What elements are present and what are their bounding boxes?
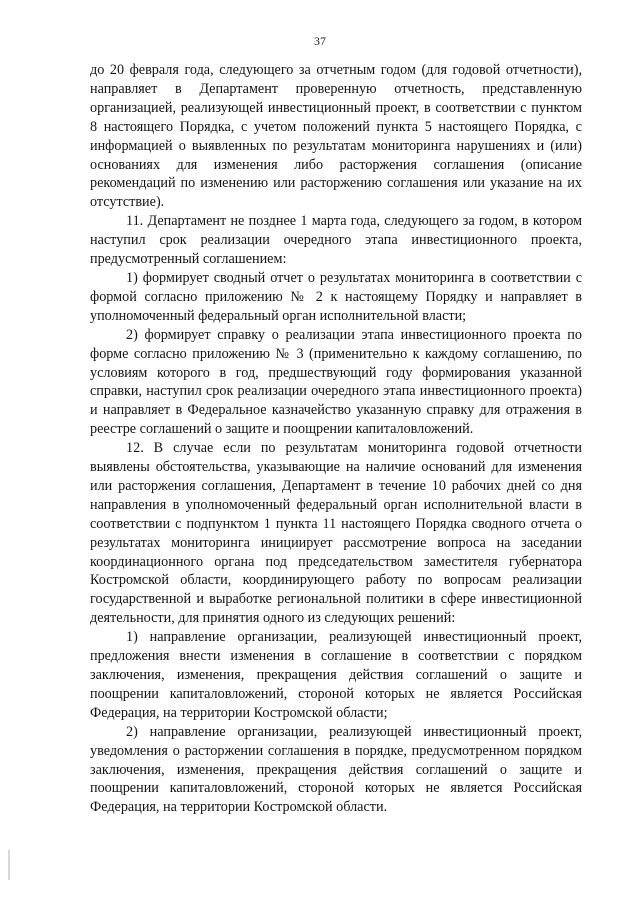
paragraph-continuation: до 20 февраля года, следующего за отчетным годом (для годовой отчетности), направляет в Департамент проверенную отчетность, представленную организацией, реализующей инвестиционный проект, в соответствии с пунктом 8 настоящего Порядка, с учетом положений пункта 5 настоящего Порядка, с информацией о выявленных по результатам мониторинга нарушениях и (или) основаниях для изменения либо расторжения соглашения (описание рекомендаций по изменению или расторжению соглашения или указание на их отсутствие). xyxy=(90,62,582,211)
paragraph-item-11-2: 2) формирует справку о реализации этапа инвестиционного проекта по форме согласно приложению № 3 (применительно к каждому соглашению, по условиям которого в год, предшествующий году формирования указанной справки, наступил срок реализации очередного этапа инвестиционного проекта) и направляет в Федеральное казначейство указанную справку для отражения в реестре соглашений о защите и поощрении капиталовложений. xyxy=(90,326,582,438)
paragraph-item-12: 12. В случае если по результатам мониторинга годовой отчетности выявлены обстоятельства, указывающие на наличие оснований для изменения или расторжения соглашения, Департамент в течение 10 рабочих дней со дня направления в уполномоченный федеральный орган исполнительной власти в соответствии с подпунктом 1 пункта 11 настоящего Порядка сводного отчета о результатах мониторинга инициирует рассмотрение вопроса на заседании координационного органа под председательством заместителя губернатора Костромской области, координирующего работу по вопросам реализации государственной и выработке региональной политики в сфере инвестиционной деятельности, для принятия одного из следующих решений: xyxy=(90,440,582,627)
scan-edge-mark xyxy=(8,850,10,880)
paragraph-item-12-2: 2) направление организации, реализующей инвестиционный проект, уведомления о расторжении соглашения в порядке, предусмотренном порядком заключения, изменения, прекращения действия соглашений о защите и поощрении капиталовложений, стороной которых не является Российская Федерация, на территории Костромской области. xyxy=(90,723,582,816)
page-number: 37 xyxy=(314,34,326,48)
paragraph-item-11-1: 1) формирует сводный отчет о результатах мониторинга в соответствии с формой согласно приложению № 2 к настоящему Порядку и направляет в уполномоченный федеральный орган исполнительной власти; xyxy=(90,269,582,324)
paragraph-item-11: 11. Департамент не позднее 1 марта года, следующего за годом, в котором наступил срок реализации очередного этапа инвестиционного проекта, предусмотренный соглашением: xyxy=(90,213,582,268)
paragraph-item-12-1: 1) направление организации, реализующей инвестиционный проект, предложения внести изменения в соглашение в соответствии с порядком заключения, изменения, прекращения действия соглашений о защите и поощрении капиталовложений, стороной которых не является Российская Федерация, на территории Костромской области; xyxy=(90,629,582,721)
document-body xyxy=(90,61,582,817)
